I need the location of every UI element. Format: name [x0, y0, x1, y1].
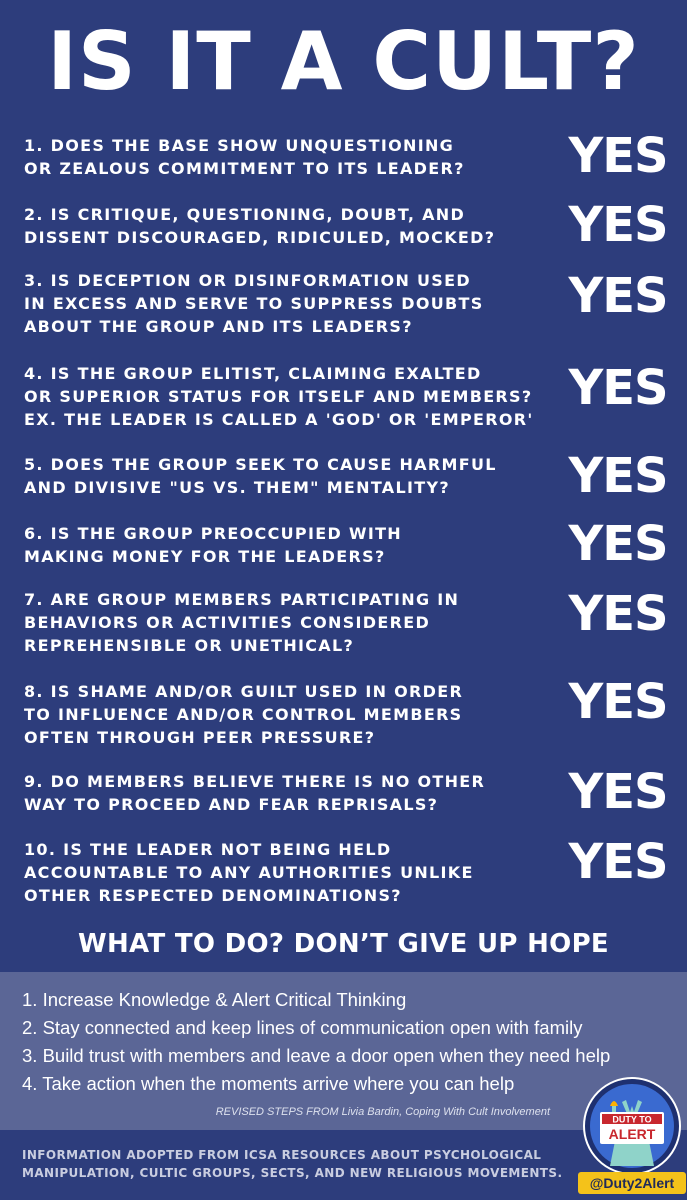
question-1: 1. DOES THE BASE SHOW UNQUESTIONING OR ZEALOUS COMMITMENT TO ITS LEADER? — [24, 136, 465, 178]
statue-of-liberty-icon — [582, 1076, 682, 1176]
page-title: IS IT A CULT? — [47, 15, 640, 108]
question-2: 2. IS CRITIQUE, QUESTIONING, DOUBT, AND DISSENT DISCOURAGED, RIDICULED, MOCKED? — [24, 205, 496, 247]
answer-1: YES — [568, 128, 668, 184]
question-8: 8. IS SHAME AND/OR GUILT USED IN ORDER TO INFLUENCE AND/OR CONTROL MEMBERS OFTEN THROUGH PEER PRESSURE? — [24, 682, 464, 747]
answer-8: YES — [568, 674, 668, 730]
answer-9: YES — [568, 764, 668, 820]
question-6: 6. IS THE GROUP PREOCCUPIED WITH MAKING MONEY FOR THE LEADERS? — [24, 524, 402, 566]
answer-6: YES — [568, 516, 668, 572]
answer-3: YES — [568, 268, 668, 324]
source-credit: REVISED STEPS FROM Livia Bardin, Coping With Cult Involvement — [215, 1106, 550, 1118]
question-3: 3. IS DECEPTION OR DISINFORMATION USED IN EXCESS AND SERVE TO SUPPRESS DOUBTS ABOUT THE GROUP AND ITS LEADERS? — [24, 271, 484, 336]
logo-text-line1: DUTY TO — [612, 1114, 652, 1125]
answer-7: YES — [568, 586, 668, 642]
section-heading: WHAT TO DO? DON’T GIVE UP HOPE — [78, 929, 609, 959]
answer-5: YES — [568, 448, 668, 504]
question-10: 10. IS THE LEADER NOT BEING HELD ACCOUNTABLE TO ANY AUTHORITIES UNLIKE OTHER RESPECTED DENOMINATIONS? — [24, 840, 474, 905]
question-4: 4. IS THE GROUP ELITIST, CLAIMING EXALTED OR SUPERIOR STATUS FOR ITSELF AND MEMBERS? EX. THE LEADER IS CALLED A 'GOD' OR 'EMPEROR' — [24, 364, 534, 429]
answer-4: YES — [568, 360, 668, 416]
social-handle[interactable]: @Duty2Alert — [578, 1172, 686, 1194]
step-item: 2. Stay connected and keep lines of communication open with family — [22, 1017, 583, 1038]
logo-text-line2: ALERT — [608, 1126, 656, 1142]
duty-to-alert-logo — [582, 1076, 682, 1176]
step-item: 3. Build trust with members and leave a door open when they need help — [22, 1045, 611, 1066]
question-7: 7. ARE GROUP MEMBERS PARTICIPATING IN BEHAVIORS OR ACTIVITIES CONSIDERED REPREHENSIBLE OR UNETHICAL? — [24, 590, 460, 655]
question-9: 9. DO MEMBERS BELIEVE THERE IS NO OTHER WAY TO PROCEED AND FEAR REPRISALS? — [24, 772, 486, 814]
answer-10: YES — [568, 834, 668, 890]
question-5: 5. DOES THE GROUP SEEK TO CAUSE HARMFUL AND DIVISIVE "US VS. THEM" MENTALITY? — [24, 455, 497, 497]
footer-note: INFORMATION ADOPTED FROM ICSA RESOURCES ABOUT PSYCHOLOGICAL MANIPULATION, CULTIC GROUPS, SECTS, AND NEW RELIGIOUS MOVEMENTS. — [22, 1148, 563, 1180]
step-item: 1. Increase Knowledge & Alert Critical Thinking — [22, 989, 407, 1010]
answer-2: YES — [568, 197, 668, 253]
step-item: 4. Take action when the moments arrive where you can help — [22, 1073, 515, 1094]
steps-list — [22, 986, 662, 1098]
